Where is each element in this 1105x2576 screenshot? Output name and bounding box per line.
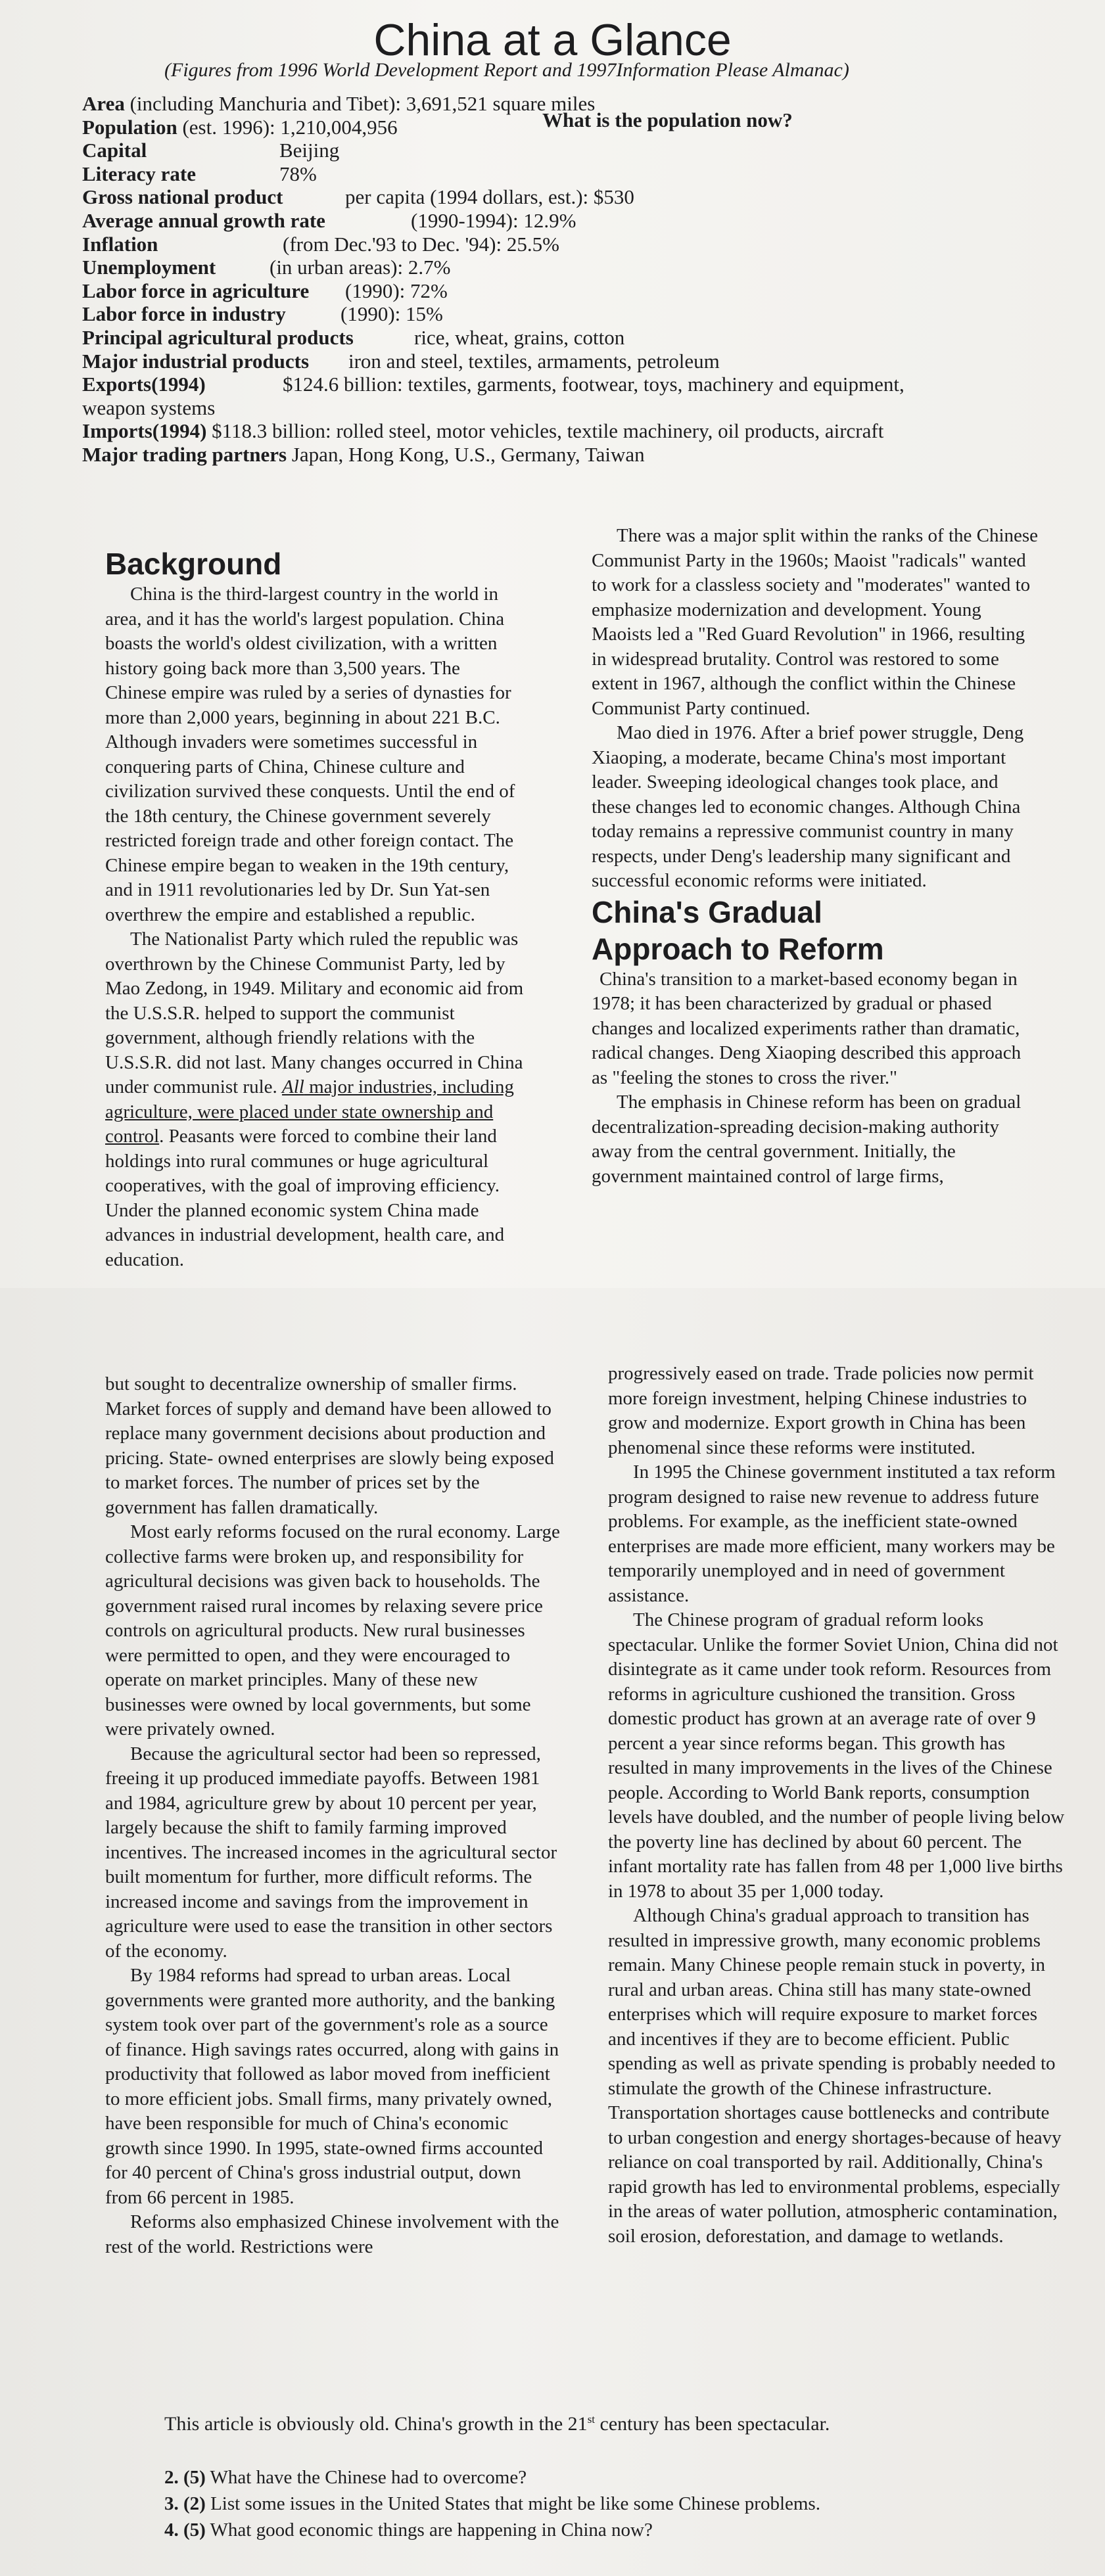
question-item: 4. (5) What good economic things are happening in China now? <box>164 2519 653 2541</box>
paragraph: Reforms also emphasized Chinese involvement with the rest of the world. Restrictions were <box>105 2211 559 2257</box>
reform-heading: China's Gradual Approach to Reform <box>592 894 884 966</box>
fact-exports: Exports(1994) $124.6 billion: textiles, garments, footwear, toys, machinery and equipment, <box>82 373 905 396</box>
facts-list <box>82 92 1002 467</box>
fact-literacy: Literacy rate 78% <box>82 162 317 185</box>
paragraph: By 1984 reforms had spread to urban areas. Local governments were granted more authority, and the banking system took over part of the government's role as a source of finance. High savings rates occurred, along with gains in productivity that followed as labor moved from inefficient to more efficient jobs. Small firms, many privately owned, have been responsible for much of China's economic growth since 1990. In 1995, state-owned firms accounted for 40 percent of China's gross industrial output, down from 66 percent in 1985. <box>105 1965 559 2208</box>
question-item: 2. (5) What have the Chinese had to overcome? <box>164 2467 527 2488</box>
fact-labor-agriculture: Labor force in agriculture (1990): 72% <box>82 279 448 302</box>
background-column <box>105 545 526 1272</box>
paragraph: Most early reforms focused on the rural economy. Large collective farms were broken up, and responsibility for agricultural decisions was given back to households. The government raised rural incomes by relaxing severe price controls on agricultural products. New rural businesses were permitted to open, and they were encouraged to operate on market principles. Many of these new businesses were owned by local governments, but some were privately owned. <box>105 1521 560 1739</box>
page-two-left-column <box>105 1372 562 2259</box>
paragraph: The Chinese program of gradual reform looks spectacular. Unlike the former Soviet Union, China did not disintegrate as it came under took reform. Resources from reforms in agriculture cushioned the transition. Gross domestic product has grown at an average rate of over 9 percent a year since reforms began. This growth has resulted in many improvements in the lives of the Chinese people. According to World Bank reports, consumption levels have doubled, and the number of people living below the poverty line has declined by about 60 percent. The infant mortality rate has fallen from 48 per 1,000 live births in 1978 to about 35 per 1,000 today. <box>608 1609 1065 1902</box>
paragraph: The emphasis in Chinese reform has been on gradual decentralization-spreading decision-making authority away from the central government. Initially, the government maintained control of large firms, <box>592 1092 1022 1187</box>
fact-agricultural-products: Principal agricultural products rice, wheat, grains, cotton <box>82 325 625 349</box>
subtitle: (Figures from 1996 World Development Report and 1997Information Please Almanac) <box>164 59 849 81</box>
teacher-note: This article is obviously old. China's growth in the 21st century has been spectacular. <box>164 2413 830 2435</box>
fact-inflation: Inflation (from Dec.'93 to Dec. '94): 25.5% <box>82 232 559 256</box>
fact-imports: Imports(1994) $118.3 billion: rolled steel, motor vehicles, textile machinery, oil products, aircraft <box>82 419 884 443</box>
fact-gnp: Gross national product per capita (1994 dollars, est.): $530 <box>82 185 634 209</box>
fact-labor-industry: Labor force in industry (1990): 15% <box>82 302 443 326</box>
fact-unemployment: Unemployment (in urban areas): 2.7% <box>82 256 451 279</box>
fact-trading-partners: Major trading partners Japan, Hong Kong, U.S., Germany, Taiwan <box>82 442 645 466</box>
paragraph: In 1995 the Chinese government instituted a tax reform program designed to raise new revenue to address future problems. For example, as the inefficient state-owned enterprises are made more efficient, many workers may be temporarily unemployed and in need of government assistance. <box>608 1461 1056 1606</box>
paragraph: Although China's gradual approach to transition has resulted in impressive growth, many economic problems remain. Many Chinese people remain stuck in poverty, in rural and urban areas. China still has many state-owned enterprises which will require exposure to market forces and incentives if they are to become efficient. Public spending as well as private spending is probably needed to stimulate the growth of the Chinese infrastructure. Transportation shortages cause bottlenecks and contribute to urban congestion and energy shortages-because of heavy reliance on coal transported by rail. Additionally, China's rapid growth has led to environmental problems, especially in the areas of water pollution, atmospheric contamination, soil erosion, deforestation, and damage to wetlands. <box>608 1905 1062 2247</box>
paragraph: China is the third-largest country in the world in area, and it has the world's largest population. China boasts the world's oldest civilization, with a written history going back more than 3,500 years. The Chinese empire was ruled by a series of dynasties for more than 2,000 years, beginning in about 221 B.C. Although invaders were sometimes successful in conquering parts of China, Chinese culture and civilization survived these conquests. Until the end of the 18th century, the Chinese government severely restricted foreign trade and other foreign contact. The Chinese empire began to weaken in the 19th century, and in 1911 revolutionaries led by Dr. Sun Yat-sen overthrew the empire and established a republic. <box>105 584 515 925</box>
page-title: China at a Glance <box>373 15 732 65</box>
paragraph: Because the agricultural sector had been so repressed, freeing it up produced immediate payoffs. Between 1981 and 1984, agriculture grew by about 10 percent per year, largely because the shift to family farming improved incentives. The increased incomes in the agricultural sector built momentum for further, more difficult reforms. The increased income and savings from the improvement in agriculture were used to ease the transition in other sectors of the economy. <box>105 1743 557 1962</box>
paragraph: There was a major split within the ranks of the Chinese Communist Party in the 1960s; Maoist "radicals" wanted to work for a classless society and "moderates" wanted to emphasize modernization and development. Young Maoists led a "Red Guard Revolution" in 1966, resulting in widespread brutality. Control was restored to some extent in 1967, although the conflict within the Chinese Communist Party continued. <box>592 525 1039 719</box>
fact-area: Area (including Manchuria and Tibet): 3,691,521 square miles <box>82 92 596 115</box>
fact-exports-continued: weapon systems <box>82 396 216 419</box>
background-heading: Background <box>105 547 282 581</box>
paragraph: progressively eased on trade. Trade policies now permit more foreign investment, helping Chinese industries to grow and modernize. Export growth in China has been phenomenal since these reforms were instituted. <box>608 1363 1034 1458</box>
questions-list <box>164 2464 820 2543</box>
question-item: 3. (2) List some issues in the United States that might be like some Chinese problems. <box>164 2493 820 2514</box>
fact-growth-rate: Average annual growth rate (1990-1994): 12.9% <box>82 208 576 232</box>
population-question: What is the population now? <box>542 108 793 131</box>
fact-population: Population (est. 1996): 1,210,004,956 <box>82 115 398 139</box>
page-two-right-column <box>608 1362 1068 2249</box>
paragraph: but sought to decentralize ownership of smaller firms. Market forces of supply and demand have been allowed to replace many government decisions about production and pricing. State- owned enterprises are slowly being exposed to market forces. The number of prices set by the government has fallen dramatically. <box>105 1373 554 1518</box>
paragraph: The Nationalist Party which ruled the republic was overthrown by the Chinese Communist Party, led by Mao Zedong, in 1949. Military and economic aid from the U.S.S.R. helped to support the communist government, although friendly relations with the U.S.S.R. did not last. Many changes occurred in China under communist rule. All major industries, including agriculture, were placed under state ownership and control. Peasants were forced to combine their land holdings into rural communes or huge agricultural cooperatives, with the goal of improving efficiency. Under the planned economic system China made advances in industrial development, health care, and education. <box>105 929 524 1270</box>
fact-industrial-products: Major industrial products iron and steel, textiles, armaments, petroleum <box>82 349 720 373</box>
paragraph: China's transition to a market-based economy began in 1978; it has been characterized by gradual or phased changes and localized experiments rather than dramatic, radical changes. Deng Xiaoping described this approach as "feeling the stones to cross the river." <box>592 968 1022 1088</box>
reform-column <box>592 524 1039 1189</box>
paragraph: Mao died in 1976. After a brief power struggle, Deng Xiaoping, a moderate, became China's most important leader. Sweeping ideological changes took place, and these changes led to economic changes. Although China today remains a repressive communist country in many respects, under Deng's leadership many significant and successful economic reforms were initiated. <box>592 722 1024 891</box>
fact-capital: Capital Beijing <box>82 139 340 162</box>
